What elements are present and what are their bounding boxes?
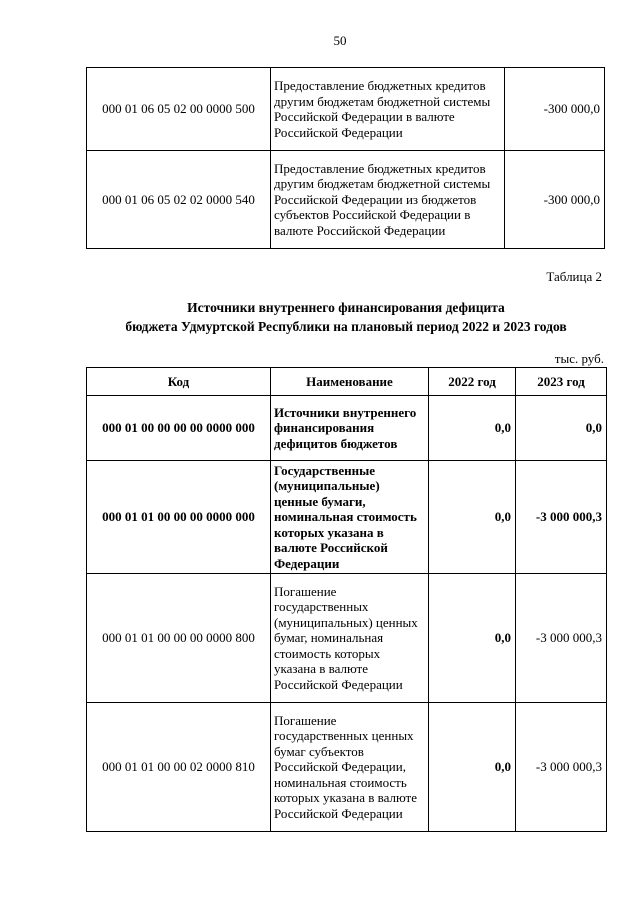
row-name: Предоставление бюджетных кредитов другим бюджетам бюджетной системы Российской Федерации в валюте Российской Федерации — [271, 68, 505, 151]
row-code: 000 01 01 00 00 00 0000 800 — [87, 574, 271, 703]
header-2022: 2022 год — [429, 368, 516, 396]
row-code: 000 01 01 00 00 02 0000 810 — [87, 703, 271, 832]
row-code: 000 01 01 00 00 00 0000 000 — [87, 461, 271, 574]
table-row — [87, 574, 607, 703]
header-name: Наименование — [271, 368, 429, 396]
table-header-row — [87, 368, 607, 396]
header-code: Код — [87, 368, 271, 396]
table-row — [87, 461, 607, 574]
row-name: Государственные (муниципальные) ценные бумаги, номинальная стоимость которых указана в валюте Российской Федерации — [271, 461, 429, 574]
table-1 — [86, 67, 605, 249]
row-2022: 0,0 — [429, 396, 516, 461]
row-code: 000 01 00 00 00 00 0000 000 — [87, 396, 271, 461]
section-title — [86, 298, 606, 336]
table-label: Таблица 2 — [546, 269, 602, 284]
row-2022: 0,0 — [429, 461, 516, 574]
title-line-1: Источники внутреннего финансирования дефицита — [187, 300, 505, 315]
row-name: Погашение государственных ценных бумаг субъектов Российской Федерации, номинальная стоимость которых указана в валюте Российской Федерации — [271, 703, 429, 832]
table-row — [87, 703, 607, 832]
row-2023: -3 000 000,3 — [516, 703, 607, 832]
row-name: Предоставление бюджетных кредитов другим бюджетам бюджетной системы Российской Федерации из бюджетов субъектов Российской Федерации в валюте Российской Федерации — [271, 151, 505, 249]
row-2022: 0,0 — [429, 574, 516, 703]
row-name: Источники внутреннего финансирования дефицитов бюджетов — [271, 396, 429, 461]
title-line-2: бюджета Удмуртской Республики на плановый период 2022 и 2023 годов — [125, 319, 567, 334]
row-code: 000 01 06 05 02 02 0000 540 — [87, 151, 271, 249]
header-2023: 2023 год — [516, 368, 607, 396]
table-row — [87, 396, 607, 461]
row-2023: 0,0 — [516, 396, 607, 461]
row-name: Погашение государственных (муниципальных) ценных бумаг, номинальная стоимость которых указана в валюте Российской Федерации — [271, 574, 429, 703]
table-2 — [86, 367, 607, 832]
table-row — [87, 151, 605, 249]
row-code: 000 01 06 05 02 00 0000 500 — [87, 68, 271, 151]
row-2023: -3 000 000,3 — [516, 574, 607, 703]
row-value: -300 000,0 — [505, 68, 605, 151]
row-2022: 0,0 — [429, 703, 516, 832]
row-2023: -3 000 000,3 — [516, 461, 607, 574]
units-label: тыс. руб. — [554, 351, 604, 366]
table-row — [87, 68, 605, 151]
page-number: 50 — [333, 33, 347, 48]
row-value: -300 000,0 — [505, 151, 605, 249]
